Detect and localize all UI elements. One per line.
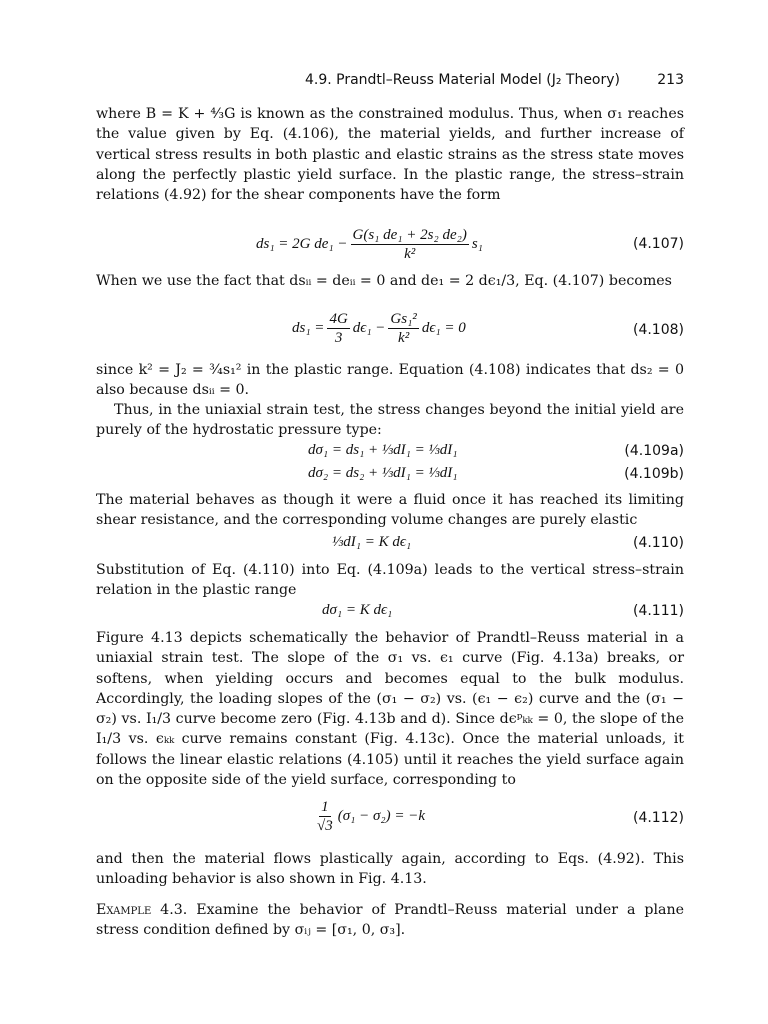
eq-4-112-fraction [315, 798, 335, 835]
eq-4-112-denominator: √3 [317, 818, 333, 834]
page-number: 213 [657, 72, 684, 88]
eq-4-108-mid: dϵ₁ − [352, 320, 386, 336]
equation-4-109b [96, 465, 684, 487]
eq-4-108-fraction-1 [327, 310, 349, 347]
eq-4-107-lhs: ds₁ = 2G de₁ − [256, 236, 348, 252]
paragraph-unloading: and then the material flows plastically again, according to Eqs. (4.92). This unloading behavior is also shown in Fig. 4.13. [96, 851, 684, 888]
eq-4-107-numerator: G(s₁ de₁ + 2s₂ de₂) [352, 227, 467, 243]
equation-number-4-112: (4.112) [632, 810, 684, 826]
equation-number-4-111: (4.111) [632, 603, 684, 619]
equation-4-107 [96, 226, 684, 268]
paragraph-constrained-modulus: where B = K + ⁴⁄₃G is known as the constrained modulus. Thus, when σ₁ reaches the value given by Eq. (4.106), the material yields, and further increase of vertical stress results in both plastic and elastic strains as the stress state moves along the perfectly plastic yield surface. In the plastic range, the stress–strain relations (4.92) for the shear components have the form [96, 106, 684, 204]
eq-4-108-rhs: dϵ₁ = 0 [421, 320, 466, 336]
equation-4-110 [96, 534, 684, 556]
eq-4-108-numerator-1: 4G [329, 311, 348, 327]
eq-4-112-numerator: 1 [321, 799, 329, 815]
eq-4-108-denominator-2: k² [398, 330, 410, 346]
eq-4-110-body: ⅓dI₁ = K dϵ₁ [332, 534, 412, 550]
paragraph-since: since k² = J₂ = ³⁄₄s₁² in the plastic range. Equation (4.108) indicates that ds₂ = 0 also because dsᵢᵢ = 0. [96, 362, 684, 399]
example-label: Example 4.3. [96, 902, 188, 918]
example-4-3 [96, 900, 684, 941]
eq-4-107-rhs: s₁ [471, 236, 483, 252]
eq-4-108-lhs: ds₁ = [292, 320, 325, 336]
equation-4-108 [96, 310, 684, 354]
eq-4-108-fraction-2 [388, 310, 418, 347]
equation-4-112 [96, 798, 684, 844]
equation-4-109a [96, 442, 684, 464]
equation-number-4-109b: (4.109b) [624, 466, 684, 482]
equation-number-4-107: (4.107) [632, 236, 684, 252]
paragraph-hydrostatic: Thus, in the uniaxial strain test, the stress changes beyond the initial yield are purely of the hydrostatic pressure type: [96, 402, 684, 439]
paragraph-figure-4-13: Figure 4.13 depicts schematically the behavior of Prandtl–Reuss material in a uniaxial strain test. The slope of the σ₁ vs. ϵ₁ curve (Fig. 4.13a) breaks, or softens, when yielding occurs and becomes equal to the bulk modulus. Accordingly, the loading slopes of the (σ₁ − σ₂) vs. (ϵ₁ − ϵ₂) curve and the (σ₁ − σ₂) vs. I₁/3 curve become zero (Fig. 4.13b and d). Since dϵᵖₖₖ = 0, the slope of the I₁/3 vs. ϵₖₖ curve remains constant (Fig. 4.13c). Once the material unloads, it follows the linear elastic relations (4.105) until it reaches the yield surface again on the opposite side of the yield surface, corresponding to [96, 630, 684, 789]
equation-4-111 [96, 602, 684, 624]
equation-number-4-108: (4.108) [632, 322, 684, 338]
running-header [96, 68, 684, 92]
eq-4-108-numerator-2: Gs₁² [390, 311, 417, 327]
paragraph-fact: When we use the fact that dsᵢᵢ = deᵢᵢ = 0 and de₁ = 2 dϵ₁/3, Eq. (4.107) becomes [96, 273, 672, 289]
eq-4-112-rhs: (σ₁ − σ₂) = −k [337, 808, 425, 824]
eq-4-111-body: dσ₁ = K dϵ₁ [322, 602, 393, 618]
equation-number-4-109a: (4.109a) [624, 443, 684, 459]
paragraph-fluid: The material behaves as though it were a fluid once it has reached its limiting shear resistance, and the corresponding volume changes are purely elastic [96, 492, 684, 529]
equation-number-4-110: (4.110) [632, 535, 684, 551]
example-text: Examine the behavior of Prandtl–Reuss material under a plane stress condition defined by σᵢⱼ = [σ₁, 0, σ₃]. [96, 902, 684, 939]
eq-4-108-denominator-1: 3 [334, 330, 343, 346]
running-title: 4.9. Prandtl–Reuss Material Model (J₂ Theory) [304, 72, 620, 88]
eq-4-109b-body: dσ₂ = ds₂ + ⅓dI₁ = ⅓dI₁ [308, 465, 458, 481]
eq-4-107-fraction [351, 226, 469, 263]
eq-4-107-denominator: k² [404, 246, 416, 262]
eq-4-109a-body: dσ₁ = ds₁ + ⅓dI₁ = ⅓dI₁ [308, 442, 458, 458]
paragraph-substitution: Substitution of Eq. (4.110) into Eq. (4.109a) leads to the vertical stress–strain relation in the plastic range [96, 562, 684, 599]
